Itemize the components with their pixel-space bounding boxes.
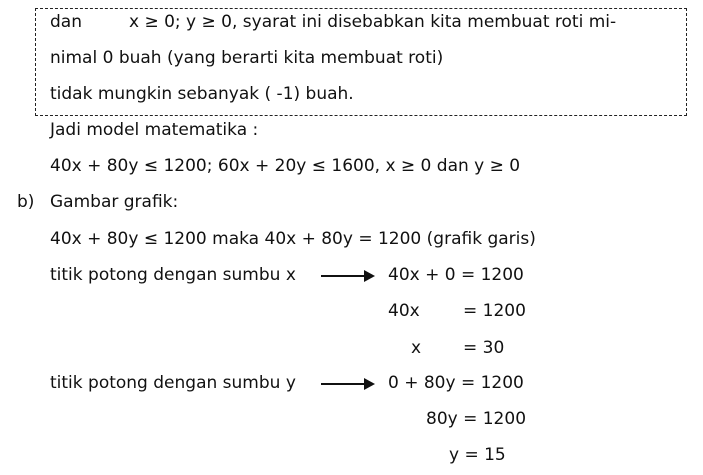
line-equation-statement: 40x + 80y ≤ 1200 maka 40x + 80y = 1200 (grafik garis) bbox=[50, 229, 536, 249]
y-intercept-step-2: 80y = 1200 bbox=[426, 409, 527, 429]
y-intercept-step-1: 0 + 80y = 1200 bbox=[388, 373, 524, 393]
box-line-1-word: dan bbox=[50, 12, 82, 32]
x-intercept-step-3-right: = 30 bbox=[463, 338, 505, 358]
model-equations: 40x + 80y ≤ 1200; 60x + 20y ≤ 1600, x ≥ 0 dan y ≥ 0 bbox=[50, 156, 521, 176]
model-heading: Jadi model matematika : bbox=[50, 120, 259, 140]
box-line-1-text: x ≥ 0; y ≥ 0, syarat ini disebabkan kita membuat roti mi- bbox=[129, 12, 617, 32]
x-intercept-label: titik potong dengan sumbu x bbox=[50, 265, 296, 285]
right-arrow-icon bbox=[321, 275, 373, 277]
y-intercept-step-3: y = 15 bbox=[449, 445, 506, 465]
right-arrow-icon bbox=[321, 383, 373, 385]
x-intercept-step-1: 40x + 0 = 1200 bbox=[388, 265, 524, 285]
box-line-3-text: tidak mungkin sebanyak ( -1) buah. bbox=[50, 84, 354, 104]
part-b-marker: b) bbox=[17, 192, 35, 212]
box-line-2-text: nimal 0 buah (yang berarti kita membuat roti) bbox=[50, 48, 444, 68]
x-intercept-step-2-left: 40x bbox=[388, 301, 420, 321]
x-intercept-step-2-right: = 1200 bbox=[463, 301, 526, 321]
y-intercept-label: titik potong dengan sumbu y bbox=[50, 373, 296, 393]
part-b-title: Gambar grafik: bbox=[50, 192, 179, 212]
x-intercept-step-3-left: x bbox=[411, 338, 422, 358]
